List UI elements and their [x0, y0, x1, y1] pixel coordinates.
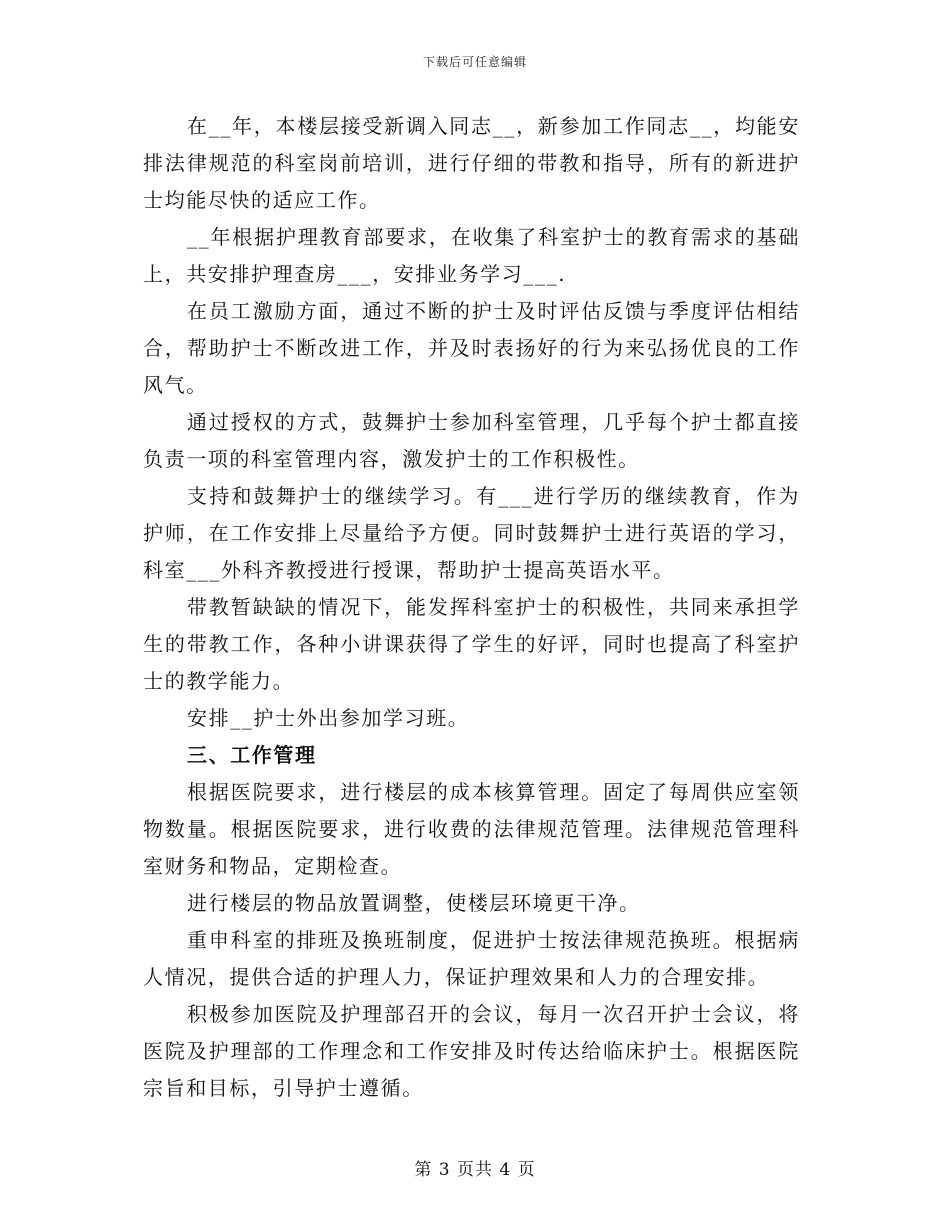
paragraph-nursing-education: __年根据护理教育部要求，在收集了科室护士的教育需求的基础上，共安排护理查房___，安排业务学习___.	[143, 225, 800, 286]
page-header-note: 下载后可任意编辑	[422, 55, 527, 69]
paragraph-item-arrangement: 进行楼层的物品放置调整，使楼层环境更干净。	[187, 891, 641, 915]
section-heading-work-management: 三、工作管理	[187, 743, 317, 767]
paragraph-teaching: 带教暂缺缺的情况下，能发挥科室护士的积极性，共同来承担学生的带教工作，各种小讲课获得了学生的好评，同时也提高了科室护士的教学能力。	[143, 595, 800, 693]
page-footer-indicator: 第 3 页共 4 页	[414, 1160, 536, 1180]
paragraph-authorization: 通过授权的方式，鼓舞护士参加科室管理，几乎每个护士都直接负责一项的科室管理内容，激发护士的工作积极性。	[143, 410, 800, 471]
paragraph-meetings: 积极参加医院及护理部召开的会议，每月一次召开护士会议，将医院及护理部的工作理念和工作安排及时传达给临床护士。根据医院宗旨和目标，引导护士遵循。	[143, 1002, 800, 1100]
document-body	[143, 108, 800, 1107]
paragraph-continuing-education: 支持和鼓舞护士的继续学习。有___进行学历的继续教育，作为护师，在工作安排上尽量给予方便。同时鼓舞护士进行英语的学习，科室___外科齐教授进行授课，帮助护士提高英语水平。	[143, 484, 800, 582]
paragraph-cost-accounting: 根据医院要求，进行楼层的成本核算管理。固定了每周供应室领物数量。根据医院要求，进行收费的法律规范管理。法律规范管理科室财务和物品，定期检查。	[143, 780, 800, 878]
paragraph-staff-incentive: 在员工激励方面，通过不断的护士及时评估反馈与季度评估相结合，帮助护士不断改进工作，并及时表扬好的行为来弘扬优良的工作风气。	[143, 299, 800, 397]
paragraph-training-class: 安排__护士外出参加学习班。	[187, 706, 470, 730]
paragraph-new-staff-training: 在__年，本楼层接受新调入同志__，新参加工作同志__，均能安排法律规范的科室岗前培训，进行仔细的带教和指导，所有的新进护士均能尽快的适应工作。	[143, 114, 800, 212]
paragraph-shift-scheduling: 重申科室的排班及换班制度，促进护士按法律规范换班。根据病人情况，提供合适的护理人力，保证护理效果和人力的合理安排。	[143, 928, 800, 989]
